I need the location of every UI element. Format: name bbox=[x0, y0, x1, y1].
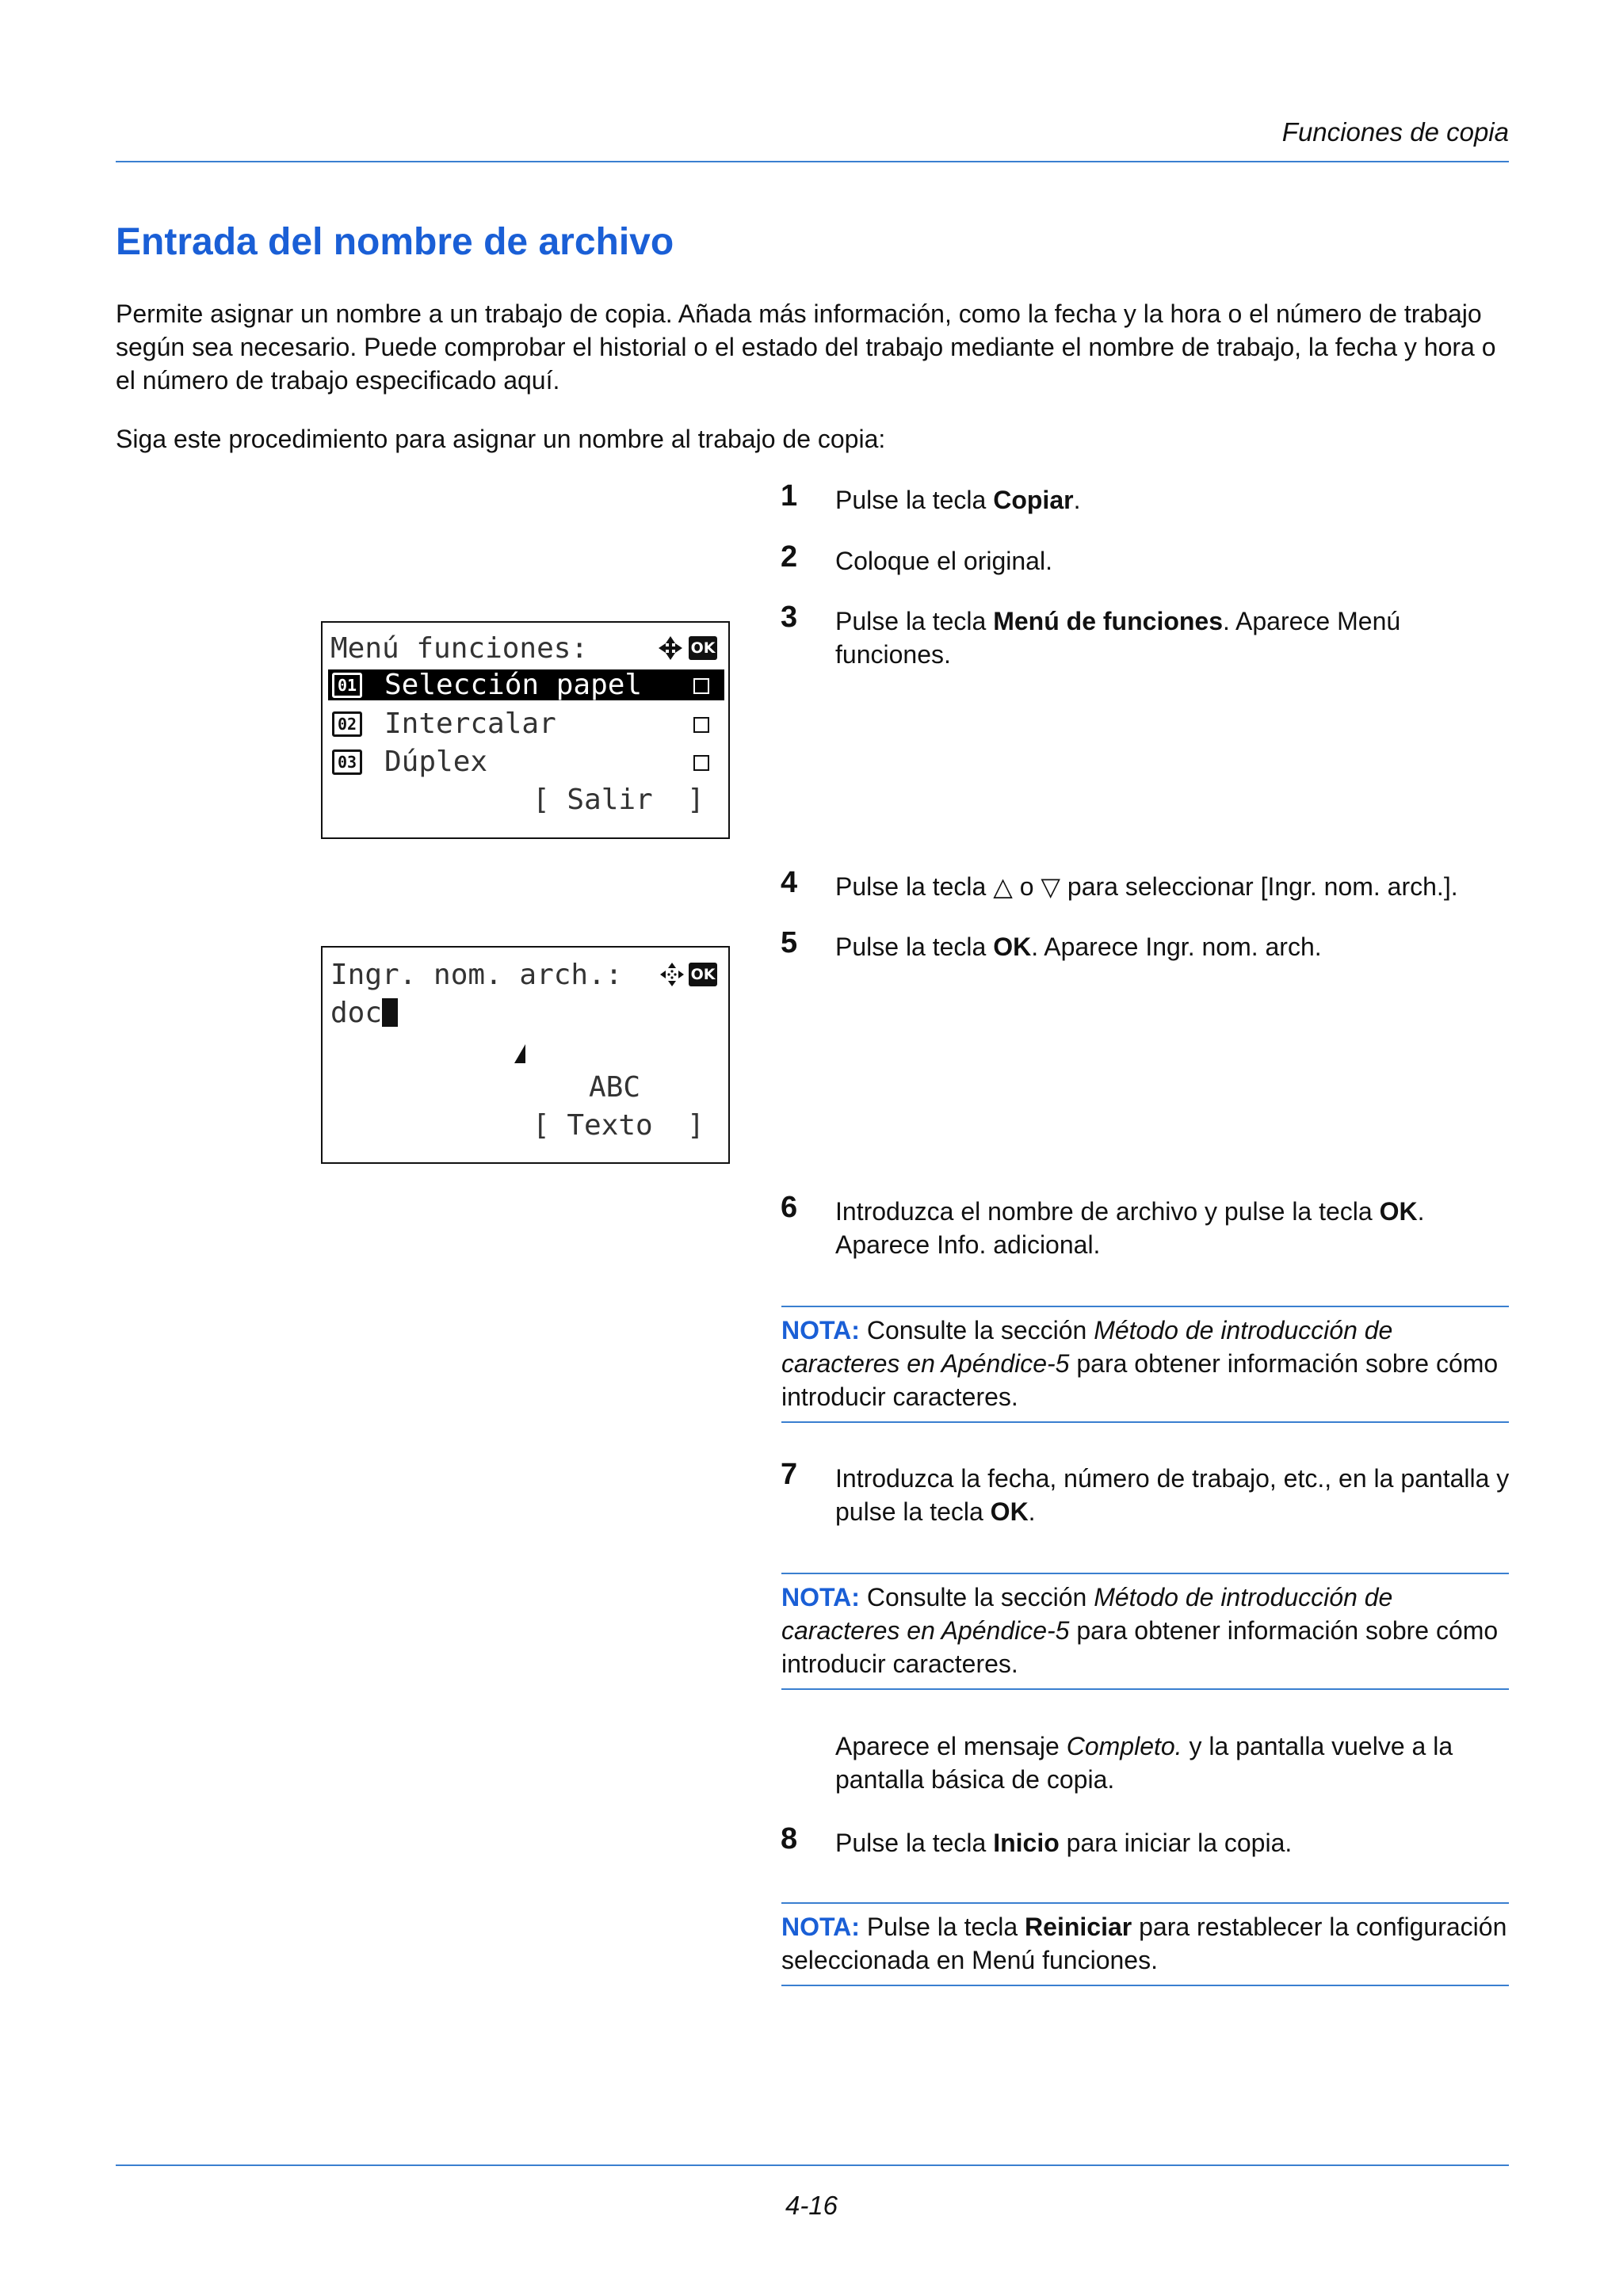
input-mode-label: ABC bbox=[589, 1071, 641, 1104]
four-way-arrows-icon bbox=[657, 635, 684, 662]
step-text: Pulse la tecla Inicio para iniciar la copia. bbox=[835, 1829, 1293, 1857]
note-box: NOTA: Consulte la sección Método de introducción de caracteres en Apéndice-5 para obtener información sobre cómo introducir caracteres. bbox=[781, 1306, 1509, 1423]
note-label: NOTA: bbox=[781, 1583, 860, 1611]
procedure-intro: Siga este procedimiento para asignar un nombre al trabajo de copia: bbox=[116, 425, 886, 453]
lcd-title: Ingr. nom. arch.: bbox=[330, 959, 623, 991]
lcd-item-label: Dúplex bbox=[384, 746, 488, 778]
step-number: 7 bbox=[781, 1458, 798, 1491]
checkbox-icon bbox=[693, 755, 709, 771]
completion-text: Aparece el mensaje Completo. y la pantalla vuelve a la pantalla básica de copia. bbox=[835, 1732, 1453, 1794]
step-number: 8 bbox=[781, 1822, 798, 1855]
item-number-badge: 01 bbox=[332, 673, 362, 698]
item-number-badge: 02 bbox=[332, 711, 362, 737]
note-label: NOTA: bbox=[781, 1316, 860, 1344]
lcd-function-menu bbox=[321, 621, 730, 839]
page-title: Entrada del nombre de archivo bbox=[116, 221, 674, 263]
lcd-softkey-label: [ Salir ] bbox=[533, 784, 705, 816]
filename-value: doc bbox=[330, 997, 398, 1029]
checkbox-icon bbox=[693, 717, 709, 733]
note-box: NOTA: Consulte la sección Método de introducción de caracteres en Apéndice-5 para obtener información sobre cómo introducir caracteres. bbox=[781, 1573, 1509, 1690]
lcd-title: Menú funciones: bbox=[330, 632, 589, 665]
step-number: 3 bbox=[781, 601, 798, 634]
header-rule bbox=[116, 161, 1509, 162]
lcd-filename-entry bbox=[321, 946, 730, 1164]
signal-triangle-icon bbox=[513, 1043, 527, 1065]
note-box: NOTA: Pulse la tecla Reiniciar para restablecer la configuración seleccionada en Menú funciones. bbox=[781, 1902, 1509, 1986]
lcd-item-label: Intercalar bbox=[384, 707, 556, 740]
lcd-softkey-label: [ Texto ] bbox=[533, 1109, 705, 1142]
step-text: Pulse la tecla Copiar. bbox=[835, 486, 1081, 514]
lcd-item-label: Selección papel bbox=[384, 669, 643, 701]
text-cursor-icon bbox=[382, 998, 398, 1027]
step-text: Introduzca el nombre de archivo y pulse la tecla OK. Aparece Info. adicional. bbox=[835, 1197, 1425, 1259]
page-number: 4-16 bbox=[785, 2191, 838, 2220]
ok-key-icon: OK bbox=[689, 963, 717, 986]
step-text: Pulse la tecla OK. Aparece Ingr. nom. arch. bbox=[835, 933, 1322, 961]
step-number: 5 bbox=[781, 926, 798, 959]
note-label: NOTA: bbox=[781, 1913, 860, 1941]
intro-paragraph: Permite asignar un nombre a un trabajo de copia. Añada más información, como la fecha y la hora o el número de trabajo según sea necesario. Puede comprobar el historial o el estado del trabajo mediante el nombre de trabajo, la fecha y hora o el número de trabajo especificado aquí. bbox=[116, 299, 1496, 395]
step-number: 4 bbox=[781, 866, 798, 899]
item-number-badge: 03 bbox=[332, 749, 362, 775]
ok-key-icon: OK bbox=[689, 636, 717, 660]
step-number: 6 bbox=[781, 1191, 798, 1224]
step-text: Introduzca la fecha, número de trabajo, etc., en la pantalla y pulse la tecla OK. bbox=[835, 1464, 1510, 1526]
four-way-arrows-icon bbox=[659, 961, 685, 988]
step-number: 2 bbox=[781, 540, 798, 574]
step-text: Pulse la tecla Menú de funciones. Aparece Menú funciones. bbox=[835, 607, 1401, 669]
step-number: 1 bbox=[781, 479, 798, 513]
checkbox-icon bbox=[693, 678, 709, 694]
step-text: Pulse la tecla △ o ▽ para seleccionar [Ingr. nom. arch.]. bbox=[835, 872, 1458, 901]
footer-rule bbox=[116, 2164, 1509, 2166]
running-header: Funciones de copia bbox=[1281, 117, 1509, 147]
step-text: Coloque el original. bbox=[835, 547, 1052, 575]
